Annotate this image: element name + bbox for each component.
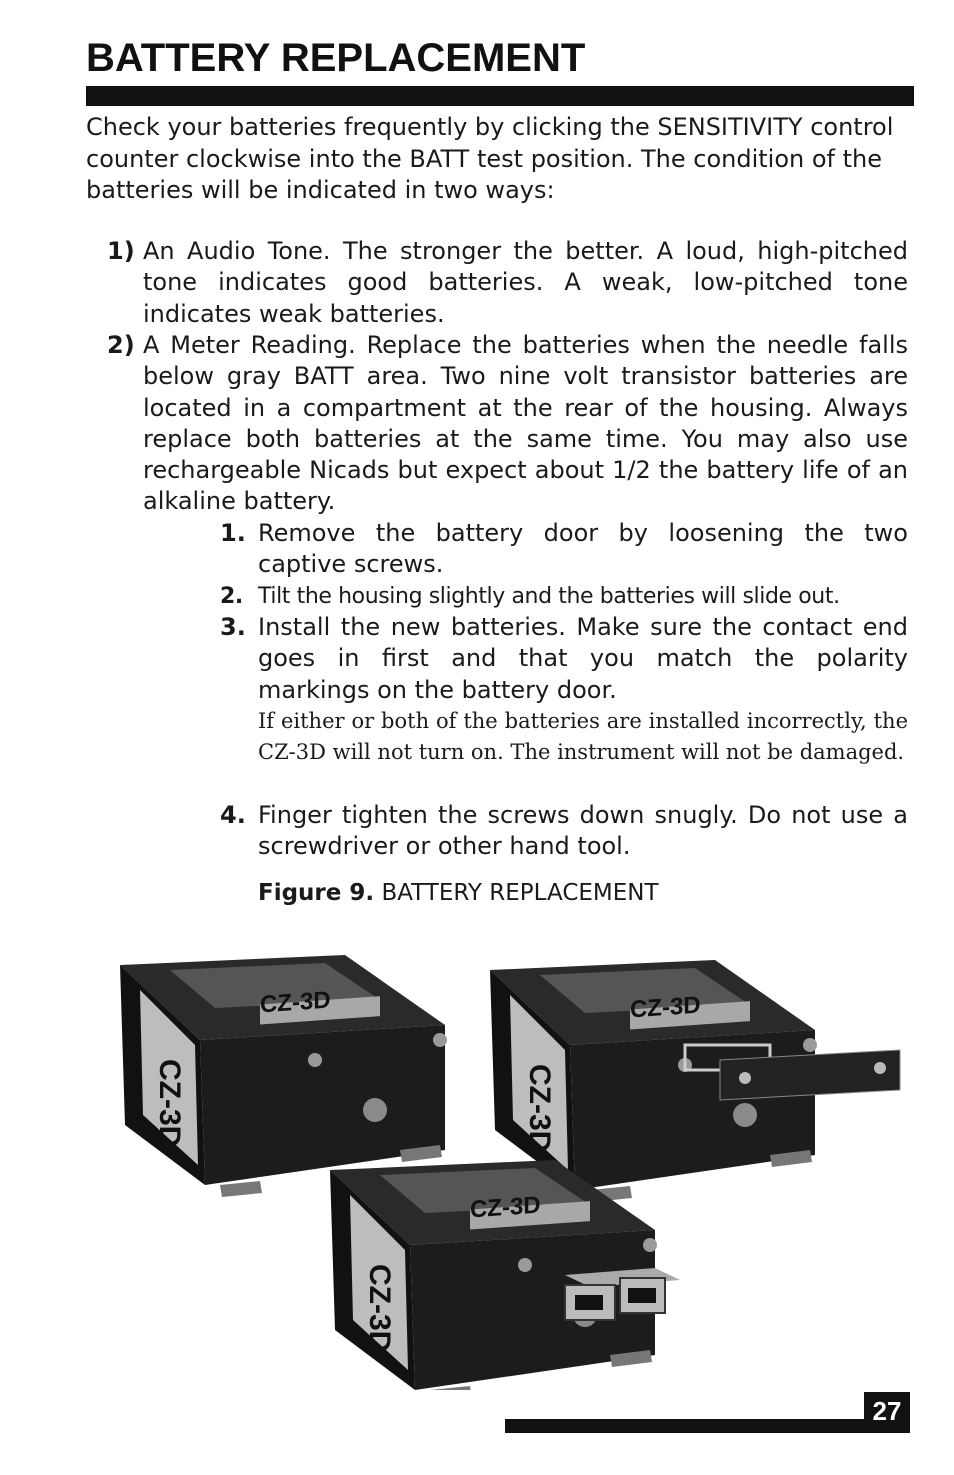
step-text: Tilt the housing slightly and the batteries will slide out. xyxy=(258,584,840,609)
step-number: 1. xyxy=(220,519,246,547)
title-rule xyxy=(86,86,914,106)
step-text: Install the new batteries. Make sure the contact end goes in first and that you match the polarity markings on the battery door. xyxy=(258,613,908,704)
device-logo-front: CZ-3D xyxy=(523,1064,556,1153)
item-number: 2) xyxy=(107,331,135,359)
figure-label: Figure 9. xyxy=(258,880,375,906)
battery-replacement-illustration xyxy=(100,940,910,1390)
step-number: 3. xyxy=(220,613,246,641)
page-title: BATTERY REPLACEMENT xyxy=(86,36,586,80)
page-number: 27 xyxy=(864,1392,910,1430)
step-3 xyxy=(220,612,908,706)
item-number: 1) xyxy=(107,237,135,265)
figure-caption-text: BATTERY REPLACEMENT xyxy=(381,880,659,906)
step-text: Finger tighten the screws down snugly. Do not use a screwdriver or other hand tool. xyxy=(258,801,908,861)
item-text: A Meter Reading. Replace the batteries when the needle falls below gray BATT area. Two nine volt transistor batteries are located in a compartment at the rear of the housing. Always replace both batteries at the same time. You may also use rechargeable Nicads but expect about 1/2 the battery life of an alkaline battery. xyxy=(143,331,908,516)
device-logo-front: CZ-3D xyxy=(363,1264,396,1353)
list-item-meter-reading xyxy=(107,330,908,518)
footer-rule xyxy=(505,1419,910,1433)
step-2 xyxy=(220,581,908,612)
device-logo-top: CZ-3D xyxy=(630,991,701,1024)
device-logo-front: CZ-3D xyxy=(153,1059,186,1148)
device-closed xyxy=(120,955,447,1197)
step-number: 2. xyxy=(220,584,243,609)
step-4 xyxy=(220,800,908,863)
item-text: An Audio Tone. The stronger the better. A loud, high-pitched tone indicates good batteries. A weak, low-pitched tone indicates weak batteries. xyxy=(143,237,908,328)
intro-paragraph: Check your batteries frequently by clicking the SENSITIVITY control counter clockwise into the BATT test position. The condition of the batteries will be indicated in two ways: xyxy=(86,113,894,204)
step-1 xyxy=(220,518,908,581)
step-number: 4. xyxy=(220,801,246,829)
step-text: Remove the battery door by loosening the two captive screws. xyxy=(258,519,908,579)
device-logo-top: CZ-3D xyxy=(470,1191,541,1224)
list-item-audio-tone xyxy=(107,236,908,330)
figure-caption xyxy=(258,880,659,906)
warning-note: If either or both of the batteries are installed incorrectly, the CZ-3D will not turn on. The instrument will not be damaged. xyxy=(258,709,908,764)
device-logo-top: CZ-3D xyxy=(260,986,331,1019)
